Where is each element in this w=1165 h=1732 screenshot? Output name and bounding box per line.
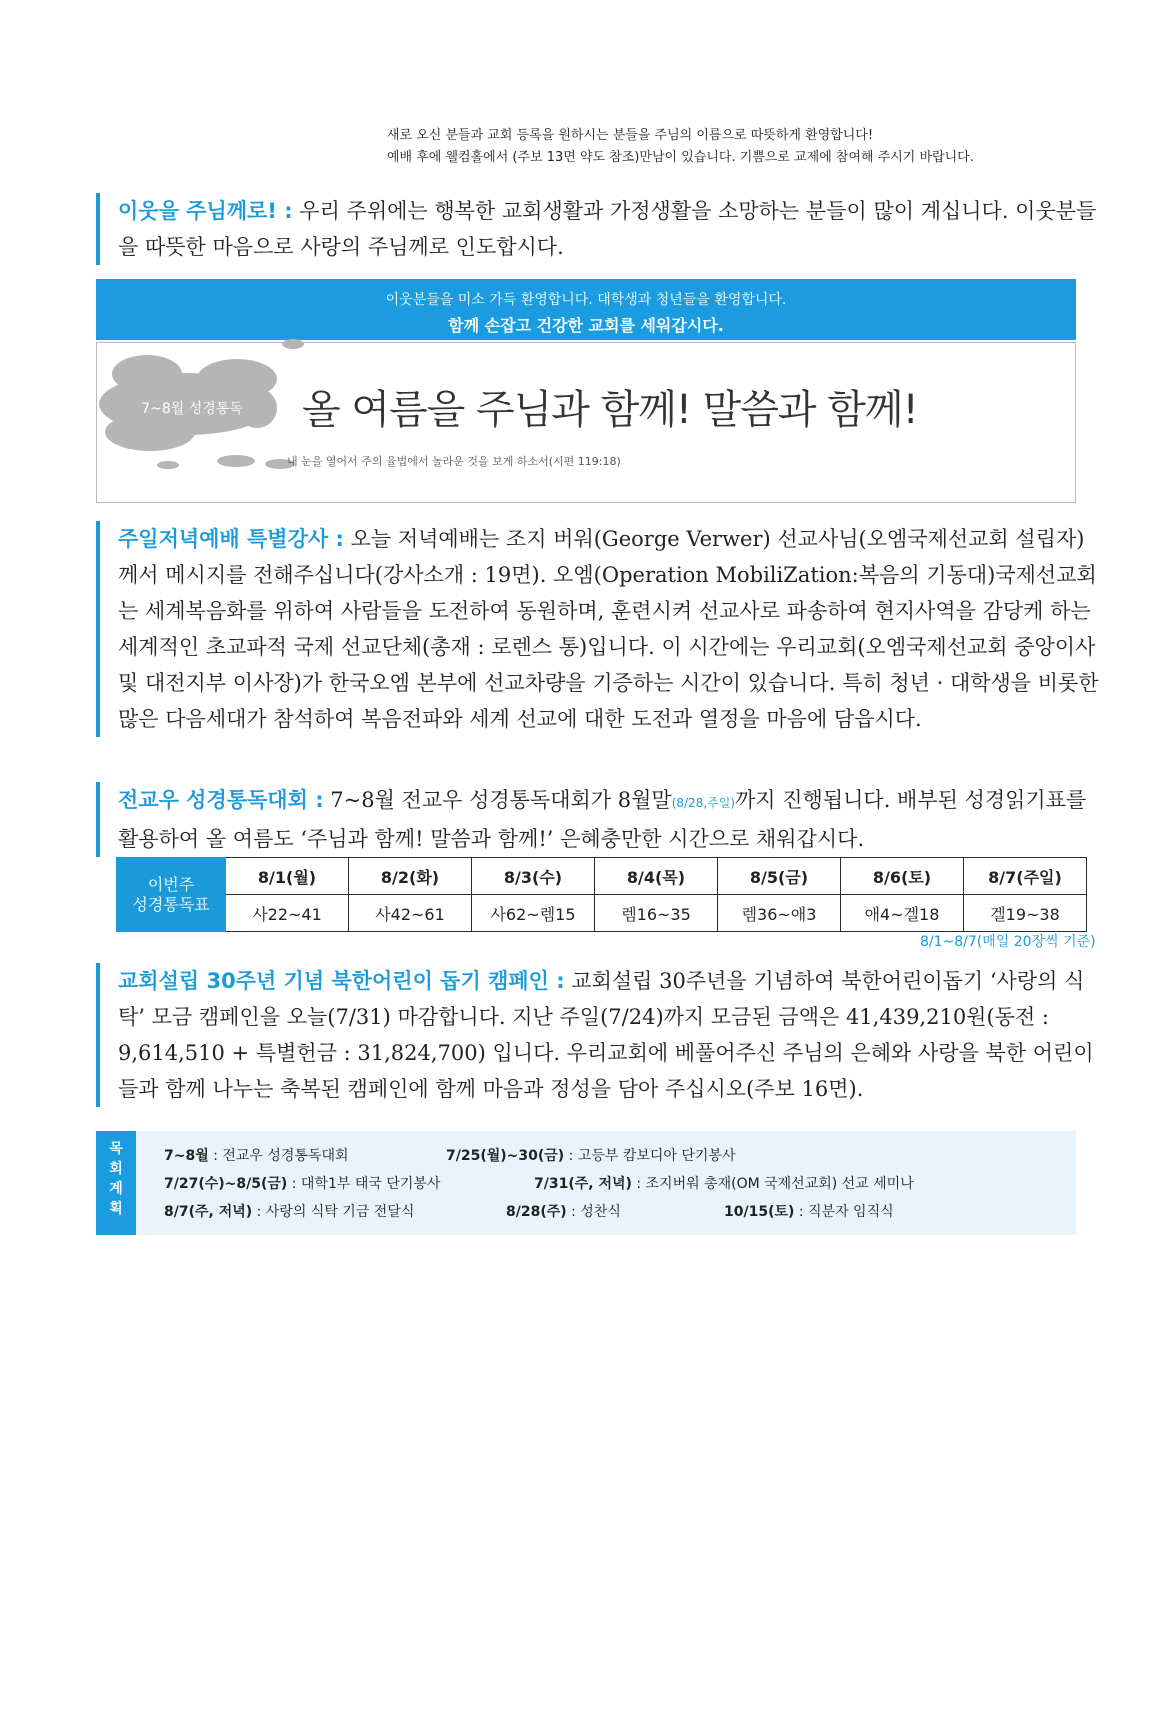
- plan-item: [724, 1201, 894, 1221]
- welcome-banner-line1: 이웃분들을 미소 가득 환영합니다. 대학생과 청년들을 환영합니다.: [385, 292, 787, 308]
- schedule-day: 8/3(수): [472, 858, 595, 895]
- welcome-banner: [96, 279, 1076, 340]
- campaign-section: [96, 963, 1102, 1107]
- reading-body-a: 7~8월 전교우 성경통독대회가 8월말: [323, 788, 672, 812]
- plan-item: [164, 1173, 440, 1193]
- plan-item-text: : 직분자 임직식: [794, 1204, 894, 1220]
- neighbor-body: 우리 주위에는 행복한 교회생활과 가정생활을 소망하는 분들이 많이 계십니다. 이웃분들을 따뜻한 마음으로 사랑의 주님께로 인도합시다.: [118, 199, 1097, 259]
- schedule-day: 8/7(주일): [964, 858, 1087, 895]
- lecture-body: 오늘 저녁예배는 조지 버워(George Verwer) 선교사님(오엠국제선교회 설립자)께서 메시지를 전해주십니다(강사소개 : 19면). 오엠(Operation MobiliZation:복음의 기동대)국제선교회는 세계복음화를 위하여 사람들을 도전하여 동원하며, 훈련시켜 선교사로 파송하여 현지사역을 감당케 하는 세계적인 초교파적 국제 선교단체(총재 : 로렌스 통)입니다. 이 시간에는 우리교회(오엠국제선교회 중앙이사 및 대전지부 이사장)가 한국오엠 본부에 선교차량을 기증하는 시간이 있습니다. 특히 청년 · 대학생을 비롯한 많은 다음세대가 참석하여 복음전파와 세계 선교에 대한 도전과 열정을 마음에 담읍시다.: [118, 527, 1099, 731]
- table-row: [117, 895, 1087, 932]
- plan-item-text: : 사랑의 식탁 기금 전달식: [252, 1204, 415, 1220]
- plan-item-date: 7/25(월)~30(금): [446, 1148, 565, 1164]
- schedule-reading: 애4~겔18: [841, 895, 964, 932]
- plan-item: [164, 1145, 349, 1165]
- plan-tab-char: 목: [109, 1141, 123, 1157]
- schedule-day: 8/4(목): [595, 858, 718, 895]
- schedule-reading: 렘16~35: [595, 895, 718, 932]
- plan-tab-char: 계: [109, 1181, 123, 1197]
- campaign-body: 교회설립 30주년을 기념하여 북한어린이돕기 ‘사랑의 식탁’ 모금 캠페인을 오늘(7/31) 마감합니다. 지난 주일(7/24)까지 모금된 금액은 41,439,210원(동전 : 9,614,510 + 특별헌금 : 31,824,700) 입니다. 우리교회에 베풀어주신 주님의 은혜와 사랑을 북한 어린이들과 함께 나누는 축복된 캠페인에 함께 마음과 정성을 담아 주십시오(주보 16면).: [118, 969, 1094, 1101]
- plan-item: [164, 1201, 414, 1221]
- schedule-note: 8/1~8/7(매일 20장씩 기준): [920, 934, 1096, 950]
- pastoral-plan-box: [96, 1131, 1076, 1235]
- welcome-notice: [387, 125, 1087, 169]
- plan-item-text: : 성찬식: [566, 1204, 621, 1220]
- table-row: [117, 858, 1087, 895]
- plan-item-text: : 전교우 성경통독대회: [208, 1148, 349, 1164]
- summer-title: 올 여름을 주님과 함께! 말씀과 함께!: [302, 387, 918, 433]
- reading-schedule-table: [116, 857, 1087, 932]
- neighbor-heading: 이웃을 주님께로! :: [118, 199, 293, 223]
- welcome-banner-line2: 함께 손잡고 건강한 교회를 세워갑시다.: [448, 316, 724, 335]
- schedule-day: 8/1(월): [226, 858, 349, 895]
- schedule-reading: 겔19~38: [964, 895, 1087, 932]
- schedule-reading: 사42~61: [349, 895, 472, 932]
- plan-item-date: 7/31(주, 저녁): [534, 1176, 632, 1192]
- schedule-day: 8/6(토): [841, 858, 964, 895]
- plan-item: [446, 1145, 735, 1165]
- schedule-reading: 사62~렘15: [472, 895, 595, 932]
- schedule-reading: 렘36~애3: [718, 895, 841, 932]
- plan-item-text: : 대학1부 태국 단기봉사: [287, 1176, 441, 1192]
- plan-item: [534, 1173, 914, 1193]
- reading-body-b: 까지 진행됩니다. 배부된 성경읽기표를 활용하여 올 여름도 ‘주님과 함께! 말씀과 함께!’ 은혜충만한 시간으로 채워갑시다.: [118, 788, 1087, 851]
- plan-item-date: 7~8월: [164, 1148, 209, 1164]
- summer-reading-title-box: [96, 342, 1076, 503]
- lecture-heading: 주일저녁예배 특별강사 :: [118, 527, 344, 551]
- plan-tab-char: 획: [109, 1201, 123, 1217]
- schedule-label: [117, 858, 226, 932]
- reading-section: [96, 782, 1102, 857]
- campaign-heading: 교회설립 30주년 기념 북한어린이 돕기 캠페인 :: [118, 969, 565, 993]
- plan-item-date: 10/15(토): [724, 1204, 795, 1220]
- plan-item-text: : 조지버워 총재(OM 국제선교회) 선교 세미나: [631, 1176, 914, 1192]
- plan-item-date: 8/28(주): [506, 1204, 567, 1220]
- schedule-label-line1: 이번주: [147, 874, 195, 894]
- cloud-label: 7~8월 성경통독: [141, 401, 243, 417]
- summer-verse: 내 눈을 열어서 주의 율법에서 놀라운 것을 보게 하소서(시편 119:18): [287, 455, 621, 468]
- pastoral-plan-tab: [96, 1131, 136, 1235]
- plan-item-text: : 고등부 캄보디아 단기봉사: [564, 1148, 736, 1164]
- schedule-day: 8/2(화): [349, 858, 472, 895]
- schedule-day: 8/5(금): [718, 858, 841, 895]
- plan-tab-char: 회: [109, 1161, 123, 1177]
- schedule-reading: 사22~41: [226, 895, 349, 932]
- reading-date-note: (8/28,주일): [671, 796, 736, 810]
- welcome-notice-line2: 예배 후에 웰컴홀에서 (주보 13면 약도 참조)만남이 있습니다. 기쁨으로 교제에 참여해 주시기 바랍니다.: [387, 150, 974, 165]
- plan-item-date: 8/7(주, 저녁): [164, 1204, 253, 1220]
- neighbor-section: [96, 193, 1102, 265]
- plan-item-date: 7/27(수)~8/5(금): [164, 1176, 288, 1192]
- plan-item: [506, 1201, 621, 1221]
- welcome-notice-line1: 새로 오신 분들과 교회 등록을 원하시는 분들을 주님의 이름으로 따뜻하게 환영합니다!: [387, 128, 874, 143]
- reading-heading: 전교우 성경통독대회 :: [118, 788, 324, 812]
- schedule-label-line2: 성경통독표: [132, 894, 210, 914]
- lecture-section: [96, 521, 1102, 737]
